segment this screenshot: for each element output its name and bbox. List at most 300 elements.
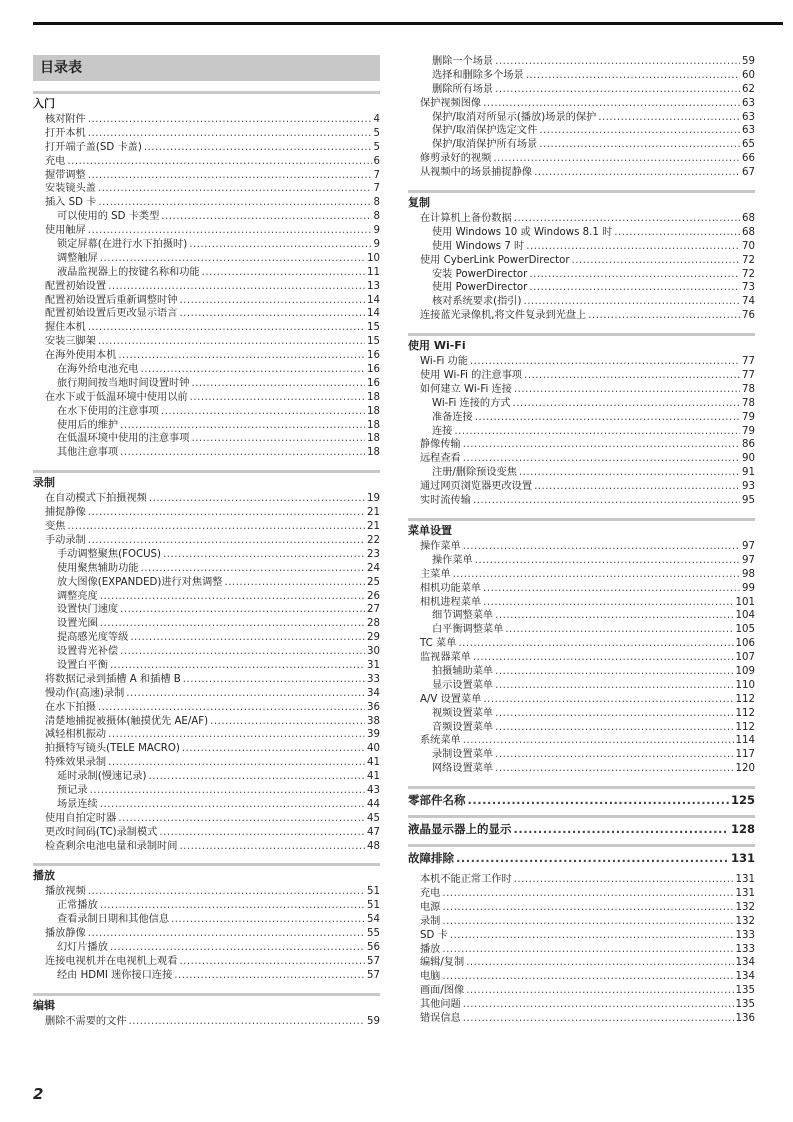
toc-entry-title: 音频设置菜单 (432, 721, 494, 733)
toc-entry[interactable] (33, 391, 380, 405)
toc-entry-title: 主菜单 (420, 568, 451, 580)
toc-entry-page: 114 (735, 735, 755, 747)
toc-entry[interactable] (408, 998, 755, 1012)
toc-entry-title: 使用 Windows 7 时 (432, 240, 525, 252)
dot-leader (174, 969, 365, 983)
toc-section (33, 470, 380, 853)
toc-entry[interactable] (408, 383, 755, 397)
toc-entry-page: 131 (735, 874, 755, 886)
toc-entry-page: 110 (735, 679, 755, 691)
toc-entry-title: 注册/删除预设变焦 (432, 467, 517, 479)
toc-entry-page: 4 (373, 114, 380, 125)
toc-entry[interactable] (408, 568, 755, 582)
toc-entry-page: 51 (367, 886, 380, 898)
toc-entry[interactable] (408, 873, 755, 887)
toc-entry[interactable] (33, 687, 380, 701)
toc-entry-page: 133 (735, 943, 755, 955)
dot-leader (182, 742, 365, 756)
toc-entry[interactable] (408, 582, 755, 596)
toc-entry[interactable] (33, 506, 380, 520)
toc-entry-title: 握带调整 (45, 169, 86, 181)
dot-leader (191, 377, 365, 391)
toc-entry[interactable] (33, 927, 380, 941)
toc-entry-title: 液晶显示器上的显示 (408, 822, 512, 837)
toc-entry-title: 变焦 (45, 521, 66, 533)
toc-entry[interactable] (408, 637, 755, 651)
toc-entry[interactable] (33, 182, 380, 196)
toc-entry[interactable] (33, 224, 380, 238)
toc-entry-title: 在水下或于低温环境中使用以前 (45, 391, 188, 403)
dot-leader (539, 138, 740, 152)
toc-entry[interactable] (33, 252, 380, 266)
toc-entry-page: 44 (367, 798, 380, 810)
toc-entry[interactable] (33, 701, 380, 715)
toc-entry[interactable] (408, 466, 755, 480)
toc-entry-title: 使用后的维护 (57, 419, 119, 431)
dot-leader (100, 899, 365, 913)
dot-leader (473, 494, 740, 508)
toc-entry-title: 捕捉静像 (45, 507, 86, 519)
toc-entry[interactable] (33, 715, 380, 729)
toc-entry-title: 保护视频图像 (420, 97, 482, 109)
toc-entry[interactable] (33, 548, 380, 562)
toc-entry-page: 14 (367, 294, 380, 306)
toc-entry-page: 98 (742, 568, 755, 580)
toc-entry[interactable] (408, 226, 755, 240)
toc-entry-page: 8 (373, 211, 380, 223)
toc-entry-title: 故障排除 (408, 851, 454, 866)
toc-entry-page: 132 (735, 915, 755, 927)
toc-entry[interactable] (408, 762, 755, 776)
dot-leader (120, 419, 365, 433)
toc-entry[interactable] (33, 321, 380, 335)
toc-entry-page: 112 (735, 721, 755, 733)
toc-entry[interactable] (408, 295, 755, 309)
toc-entry[interactable] (33, 127, 380, 141)
toc-entry[interactable] (408, 355, 755, 369)
toc-entry-page: 93 (742, 481, 755, 493)
dot-leader (144, 141, 372, 155)
toc-entry-page: 18 (367, 405, 380, 417)
dot-leader (100, 252, 365, 266)
toc-entry[interactable] (33, 349, 380, 363)
toc-entry-page: 128 (730, 822, 755, 837)
toc-entry-page: 72 (742, 268, 755, 280)
dot-leader (191, 432, 365, 446)
toc-entry-title: 幻灯片播放 (57, 941, 108, 953)
toc-entry-page: 68 (742, 226, 755, 238)
toc-entry[interactable] (408, 494, 755, 508)
toc-entry-page: 135 (735, 985, 755, 997)
toc-entry[interactable] (33, 645, 380, 659)
toc-entry[interactable] (33, 238, 380, 252)
dot-leader (614, 226, 740, 240)
dot-leader (450, 929, 734, 943)
dot-leader (529, 281, 740, 295)
toc-entry[interactable] (33, 840, 380, 854)
toc-entry-page: 63 (742, 125, 755, 137)
toc-entry[interactable] (33, 756, 380, 770)
toc-entry[interactable] (408, 240, 755, 254)
toc-entry-page: 66 (742, 153, 755, 165)
toc-entry-title: 网络设置菜单 (432, 763, 494, 775)
toc-entry[interactable] (408, 1012, 755, 1026)
toc-entry[interactable] (408, 970, 755, 984)
toc-entry-title: 修剪录好的视频 (420, 153, 492, 165)
toc-entry-title: 实时流传输 (420, 495, 471, 507)
toc-entry[interactable] (408, 984, 755, 998)
toc-entry[interactable] (408, 281, 755, 295)
toc-entry-title: 如何建立 Wi-Fi 连接 (420, 383, 512, 395)
toc-entry-title: 设置快门速度 (57, 604, 119, 616)
dot-leader (224, 576, 365, 590)
toc-entry[interactable] (408, 721, 755, 735)
toc-entry[interactable] (33, 576, 380, 590)
toc-section (33, 863, 380, 982)
toc-entry-page: 77 (742, 370, 755, 382)
toc-entry[interactable] (408, 397, 755, 411)
dot-leader (126, 687, 365, 701)
dot-leader (463, 1012, 734, 1026)
toc-entry-title: 场景连续 (57, 798, 98, 810)
dot-leader (100, 798, 365, 812)
toc-entry[interactable] (33, 941, 380, 955)
dot-leader (470, 355, 740, 369)
toc-entry[interactable] (408, 929, 755, 943)
toc-entry-title: Wi-Fi 连接的方式 (432, 397, 511, 409)
toc-entry-title: 视频设置菜单 (432, 707, 494, 719)
toc-entry[interactable] (33, 969, 380, 983)
toc-entry[interactable] (33, 492, 380, 506)
toc-entry[interactable] (408, 411, 755, 425)
toc-entry-title: 更改时间码(TC)录制模式 (45, 826, 158, 838)
toc-entry-page: 5 (373, 141, 380, 153)
toc-entry-title: 清楚地捕捉被摄体(触摸优先 AE/AF) (45, 715, 209, 727)
dot-leader (453, 568, 740, 582)
toc-entry[interactable] (408, 956, 755, 970)
toc-entry-page: 41 (367, 771, 380, 783)
section-rule (33, 91, 380, 94)
toc-entry[interactable] (33, 196, 380, 210)
toc-entry-title: 连接 (432, 425, 453, 437)
dot-leader (130, 631, 365, 645)
dot-leader (108, 756, 365, 770)
toc-entry[interactable] (408, 97, 755, 111)
toc-entry-title: 特殊效果录制 (45, 757, 107, 769)
toc-entry[interactable] (408, 820, 755, 838)
toc-entry[interactable] (408, 69, 755, 83)
toc-entry-page: 63 (742, 97, 755, 109)
section-rule (33, 863, 380, 866)
toc-entry-title: 从视频中的场景捕捉静像 (420, 167, 533, 179)
toc-entry-title: 选择和删除多个场景 (432, 69, 524, 81)
toc-entry[interactable] (33, 534, 380, 548)
dot-leader (463, 452, 740, 466)
toc-entry[interactable] (408, 480, 755, 494)
toc-entry-page: 91 (742, 467, 755, 479)
toc-entry-title: 静像传输 (420, 439, 461, 451)
toc-entry[interactable] (33, 266, 380, 280)
toc-entry[interactable] (408, 609, 755, 623)
toc-entry[interactable] (33, 419, 380, 433)
toc-entry-page: 131 (730, 851, 755, 866)
toc-entry-title: 连接电视机并在电视机上观看 (45, 955, 178, 967)
toc-entry[interactable] (33, 335, 380, 349)
toc-entry[interactable] (33, 784, 380, 798)
toc-entry[interactable] (33, 826, 380, 840)
toc-entry[interactable] (408, 212, 755, 226)
dot-leader (442, 915, 733, 929)
dot-leader (458, 637, 733, 651)
toc-entry[interactable] (408, 166, 755, 180)
toc-entry-page: 131 (735, 887, 755, 899)
toc-entry-page: 59 (742, 56, 755, 67)
toc-entry[interactable] (408, 707, 755, 721)
dot-leader (495, 721, 733, 735)
toc-entry-page: 57 (367, 955, 380, 967)
toc-entry[interactable] (408, 268, 755, 282)
toc-entry[interactable] (33, 141, 380, 155)
dot-leader (493, 152, 740, 166)
toc-entry[interactable] (33, 770, 380, 784)
dot-leader (110, 941, 365, 955)
toc-entry-page: 18 (367, 433, 380, 445)
dot-leader (495, 748, 733, 762)
toc-entry[interactable] (33, 673, 380, 687)
toc-entry-page: 26 (367, 590, 380, 602)
dot-leader (526, 69, 740, 83)
toc-entry[interactable] (408, 679, 755, 693)
toc-entry-title: 监视器菜单 (420, 652, 471, 664)
toc-entry[interactable] (408, 887, 755, 901)
toc-entry[interactable] (408, 651, 755, 665)
dot-leader (179, 955, 365, 969)
dot-leader (98, 196, 371, 210)
dot-leader (183, 673, 365, 687)
dot-leader (98, 701, 365, 715)
toc-entry[interactable] (408, 438, 755, 452)
section-rule (408, 333, 755, 336)
toc-entry-title: 录制 (420, 915, 441, 927)
toc-entry[interactable] (408, 152, 755, 166)
toc-entry-title: 在水下拍摄 (45, 701, 96, 713)
toc-entry[interactable] (33, 742, 380, 756)
left-column (33, 55, 380, 1039)
toc-entry[interactable] (33, 562, 380, 576)
toc-entry[interactable] (408, 849, 755, 867)
toc-entry[interactable] (408, 623, 755, 637)
toc-entry-title: SD 卡 (420, 929, 448, 941)
toc-entry-page: 23 (367, 548, 380, 560)
toc-entry[interactable] (408, 124, 755, 138)
dot-leader (483, 693, 733, 707)
toc-entry-page: 30 (367, 646, 380, 658)
toc-entry[interactable] (33, 520, 380, 534)
toc-entry-page: 33 (367, 673, 380, 685)
toc-entry[interactable] (33, 280, 380, 294)
toc-entry-title: 录制设置菜单 (432, 749, 494, 761)
toc-entry[interactable] (408, 254, 755, 268)
toc-entry[interactable] (408, 138, 755, 152)
toc-entry[interactable] (33, 885, 380, 899)
toc-entry[interactable] (408, 901, 755, 915)
toc-entry-title: 保护/取消保护选定文件 (432, 125, 538, 137)
dot-leader (463, 734, 734, 748)
toc-entry[interactable] (408, 693, 755, 707)
toc-entry-title: 通过网页浏览器更改设置 (420, 481, 533, 493)
toc-entry[interactable] (33, 631, 380, 645)
toc-entry-title: 配置初始设置 (45, 280, 107, 292)
page-number: 2 (33, 1085, 44, 1103)
toc-entry-title: 核对系统要求(指引) (432, 296, 522, 308)
toc-entry-page: 120 (735, 763, 755, 775)
toc-entry-title: 设置光圈 (57, 618, 98, 630)
toc-entry-page: 18 (367, 391, 380, 403)
dot-leader (161, 210, 371, 224)
toc-entry-title: 相机功能菜单 (420, 582, 482, 594)
toc-entry-page: 117 (735, 749, 755, 761)
toc-entry[interactable] (408, 309, 755, 323)
toc-entry[interactable] (408, 452, 755, 466)
toc-entry[interactable] (33, 590, 380, 604)
toc-entry-title: 充电 (420, 887, 441, 899)
toc-entry-title: 充电 (45, 155, 66, 167)
toc-entry[interactable] (33, 113, 380, 127)
dot-leader (539, 124, 740, 138)
toc-entry[interactable] (408, 83, 755, 97)
toc-entry-page: 18 (367, 447, 380, 459)
toc-entry[interactable] (33, 955, 380, 969)
dot-leader (495, 609, 733, 623)
toc-entry-page: 45 (367, 812, 380, 824)
toc-entry[interactable] (408, 734, 755, 748)
section-heading: 菜单设置 (408, 523, 452, 537)
toc-entry-title: 使用 CyberLink PowerDirector (420, 254, 570, 266)
toc-entry[interactable] (408, 943, 755, 957)
section-heading: 复制 (408, 196, 430, 210)
toc-entry-page: 136 (735, 1012, 755, 1024)
toc-entry-title: 安装 PowerDirector (432, 268, 528, 280)
toc-entry-page: 97 (742, 554, 755, 566)
dot-leader (120, 446, 365, 460)
toc-entry-title: 其他问题 (420, 999, 461, 1011)
toc-entry[interactable] (33, 210, 380, 224)
toc-entry-page: 51 (367, 900, 380, 912)
toc-entry[interactable] (33, 169, 380, 183)
toc-entry[interactable] (408, 596, 755, 610)
toc-entry[interactable] (33, 294, 380, 308)
toc-entry-title: 拍摄特写镜头(TELE MACRO) (45, 743, 180, 755)
toc-entry-page: 36 (367, 701, 380, 713)
toc-entry[interactable] (33, 405, 380, 419)
dot-leader (495, 665, 733, 679)
toc-entry-page: 78 (742, 383, 755, 395)
toc-entry-page: 34 (367, 687, 380, 699)
toc-entry[interactable] (33, 913, 380, 927)
toc-entry-title: 删除所有场景 (432, 83, 494, 95)
dot-leader (88, 506, 365, 520)
toc-entry[interactable] (33, 1015, 380, 1029)
toc-entry[interactable] (33, 659, 380, 673)
dot-leader (148, 770, 365, 784)
toc-entry-title: 在海外使用本机 (45, 350, 117, 362)
dot-leader (483, 596, 733, 610)
toc-entry-title: 其他注意事项 (57, 447, 119, 459)
toc-entry[interactable] (408, 55, 755, 69)
toc-entry-title: 可以使用的 SD 卡类型 (57, 211, 160, 223)
toc-entry-page: 7 (373, 169, 380, 181)
dot-leader (98, 335, 365, 349)
toc-entry[interactable] (33, 446, 380, 460)
toc-entry-page: 135 (735, 999, 755, 1011)
dot-leader (514, 212, 740, 226)
toc-entry[interactable] (33, 432, 380, 446)
toc-entry-title: 锁定屏幕(在进行水下拍摄时) (57, 239, 188, 251)
toc-entry-title: 播放 (420, 943, 441, 955)
toc-entry-title: 播放静像 (45, 928, 86, 940)
toc-entry-title: 相机进程菜单 (420, 596, 482, 608)
dot-leader (514, 383, 740, 397)
toc-entry-title: 查看录制日期和其他信息 (57, 914, 170, 926)
toc-entry[interactable] (408, 425, 755, 439)
section-rule (33, 470, 380, 473)
toc-entry-title: 经由 HDMI 迷你接口连接 (57, 969, 173, 981)
toc-entry-title: 使用 PowerDirector (432, 282, 528, 294)
dot-leader (210, 715, 365, 729)
toc-entry-page: 99 (742, 582, 755, 594)
toc-entry[interactable] (33, 363, 380, 377)
toc-entry[interactable] (33, 603, 380, 617)
toc-entry[interactable] (33, 728, 380, 742)
dot-leader (88, 169, 372, 183)
toc-entry[interactable] (408, 791, 755, 809)
toc-entry[interactable] (408, 540, 755, 554)
toc-entry-page: 21 (367, 507, 380, 519)
toc-entry[interactable] (33, 377, 380, 391)
dot-leader (202, 266, 365, 280)
toc-entry-title: 远程查看 (420, 453, 461, 465)
toc-entry-page: 112 (735, 693, 755, 705)
toc-entry[interactable] (33, 155, 380, 169)
toc-entry[interactable] (33, 307, 380, 321)
toc-entry[interactable] (408, 748, 755, 762)
toc-entry-title: 保护/取消保护所有场景 (432, 139, 538, 151)
toc-entry[interactable] (408, 554, 755, 568)
toc-entry[interactable] (33, 617, 380, 631)
toc-entry-title: 电脑 (420, 971, 441, 983)
toc-entry-page: 14 (367, 308, 380, 320)
toc-entry[interactable] (408, 111, 755, 125)
section-heading: 播放 (33, 869, 55, 883)
toc-entry-page: 86 (742, 439, 755, 451)
toc-entry[interactable] (33, 899, 380, 913)
toc-entry-page: 107 (735, 652, 755, 664)
section-rule (408, 844, 755, 847)
toc-entry-page: 16 (367, 364, 380, 376)
toc-section (33, 993, 380, 1029)
toc-entry-title: 在计算机上备份数据 (420, 213, 512, 225)
toc-entry[interactable] (33, 798, 380, 812)
section-rule (33, 993, 380, 996)
toc-entry[interactable] (408, 665, 755, 679)
toc-entry-page: 15 (367, 336, 380, 348)
toc-section (408, 333, 755, 508)
toc-entry[interactable] (33, 812, 380, 826)
toc-entry[interactable] (408, 369, 755, 383)
toc-entry-title: 在水下使用的注意事项 (57, 405, 159, 417)
dot-leader (88, 534, 365, 548)
toc-entry[interactable] (408, 915, 755, 929)
